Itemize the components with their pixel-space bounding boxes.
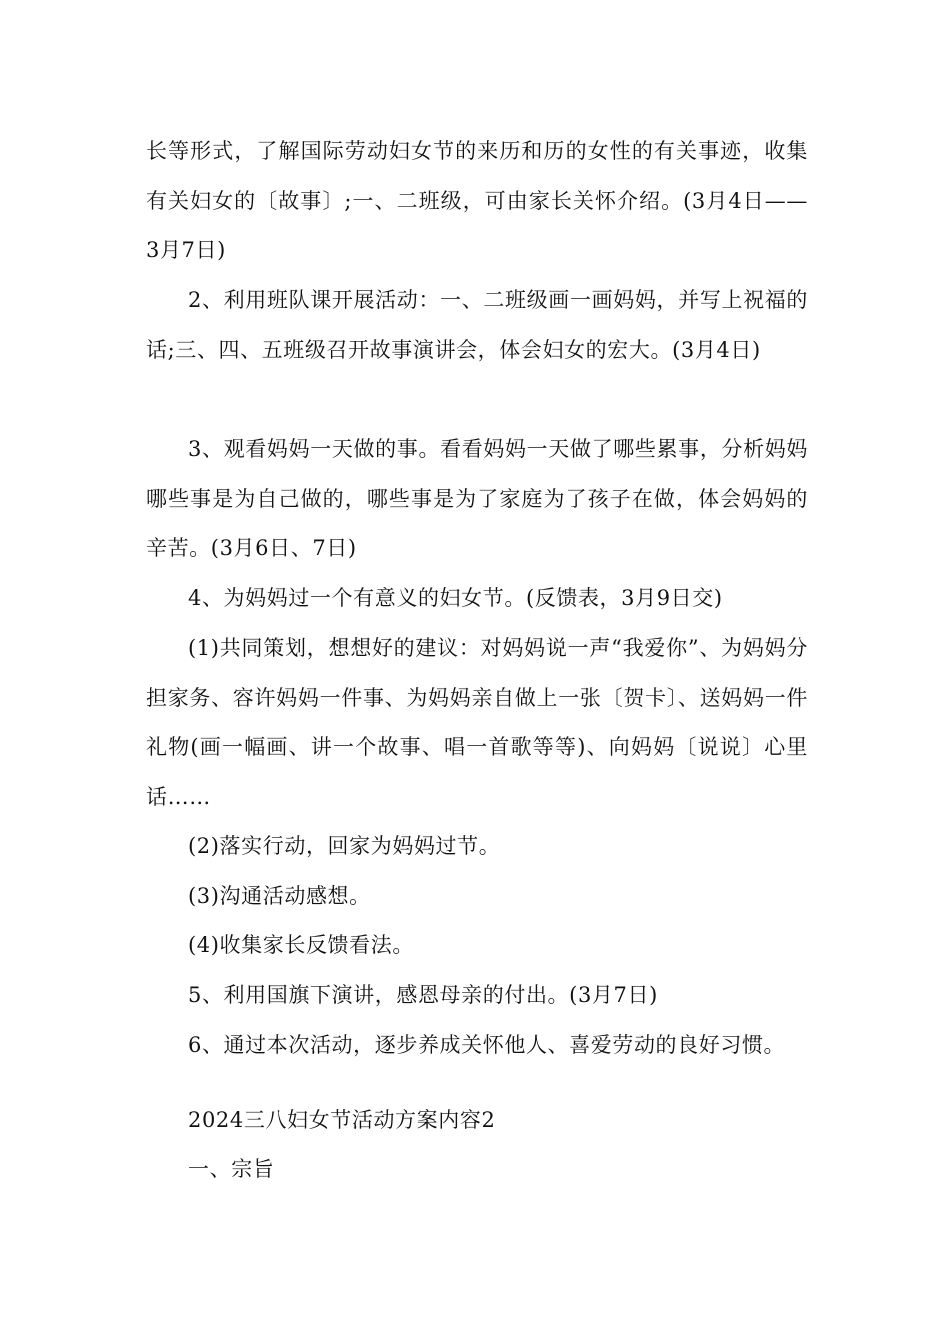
paragraph-activity-5: 5、利用国旗下演讲，感恩母亲的付出。(3月7日)	[188, 983, 658, 1007]
paragraph-step-3: (3)沟通活动感想。	[188, 884, 371, 908]
section-heading: 2024三八妇女节活动方案内容2	[188, 1108, 496, 1132]
paragraph-activity-2: 2、利用班队课开展活动：一、二班级画一画妈妈，并写上祝福的话;三、四、五班级召开故事演讲会，体会妇女的宏大。(3月4日)	[146, 288, 808, 362]
paragraph-step-1: (1)共同策划，想想好的建议：对妈妈说一声“我爱你”、为妈妈分担家务、容许妈妈一件事、为妈妈亲自做上一张〔贺卡〕、送妈妈一件礼物(画一幅画、讲一个故事、唱一首歌等等)、向妈妈〔说说〕心里话……	[146, 636, 808, 809]
paragraph-continued-activity-1: 长等形式，了解国际劳动妇女节的来历和历的女性的有关事迹，收集有关妇女的〔故事〕;一、二班级，可由家长关怀介绍。(3月4日——3月7日)	[146, 139, 808, 262]
paragraph-activity-4: 4、为妈妈过一个有意义的妇女节。(反馈表，3月9日交)	[188, 586, 723, 610]
paragraph-step-4: (4)收集家长反馈看法。	[188, 933, 414, 957]
paragraph-step-2: (2)落实行动，回家为妈妈过节。	[188, 834, 501, 858]
paragraph-activity-6: 6、通过本次活动，逐步养成关怀他人、喜爱劳动的良好习惯。	[188, 1033, 786, 1057]
paragraph-activity-3: 3、观看妈妈一天做的事。看看妈妈一天做了哪些累事，分析妈妈哪些事是为自己做的，哪些事是为了家庭为了孩子在做，体会妈妈的辛苦。(3月6日、7日)	[146, 437, 808, 560]
subsection-heading: 一、宗旨	[188, 1157, 275, 1181]
